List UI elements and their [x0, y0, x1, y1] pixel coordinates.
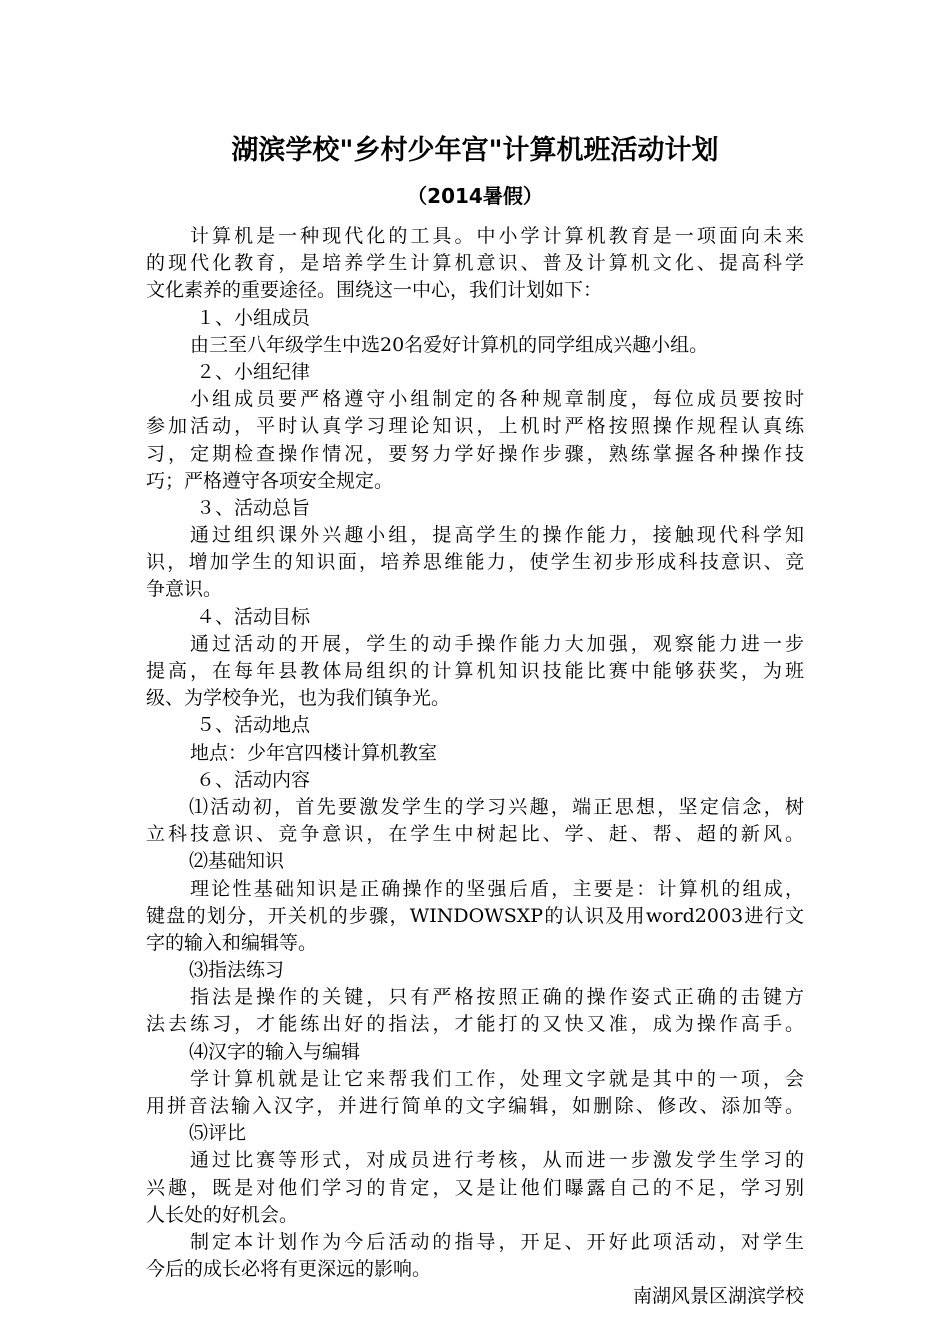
body-line: 巧；严格遵守各项安全规定。 [146, 469, 394, 492]
body-line: 小组成员要严格遵守小组制定的各种规章制度，每位成员要按时 [190, 388, 804, 411]
body-line: 人长处的好机会。 [146, 1203, 299, 1226]
section-heading: ４、活动目标 [196, 605, 311, 628]
body-line: 计算机是一种现代化的工具。中小学计算机教育是一项面向未来 [190, 225, 804, 247]
body-line: 争意识。 [146, 578, 223, 601]
body-line: 键盘的划分，开关机的步骤，WINDOWSXP的认识及用word2003进行文 [146, 904, 804, 927]
body-line: 指法是操作的关键，只有严格按照正确的操作姿式正确的击键方 [190, 986, 804, 1009]
body-line: 参加活动，平时认真学习理论知识，上机时严格按照操作规程认真练 [146, 415, 804, 438]
document-title: 湖滨学校"乡村少年宫"计算机班活动计划 [231, 135, 719, 166]
body-line: 制定本计划作为今后活动的指导，开足、开好此项活动，对学生 [190, 1230, 804, 1253]
body-line: 识，增加学生的知识面，培养思维能力，使学生初步形成科技意识、竞 [146, 551, 804, 574]
body-line: 字的输入和编辑等。 [146, 931, 318, 954]
section-heading: ３、活动总旨 [196, 496, 311, 519]
body-line: 立科技意识、竞争意识，在学生中树起比、学、赶、帮、超的新风。 [146, 823, 804, 846]
body-line: 今后的成长必将有更深远的影响。 [146, 1258, 432, 1281]
body-line: 学计算机就是让它来帮我们工作，处理文字就是其中的一项，会 [190, 1067, 804, 1090]
body-line: 级、为学校争光，也为我们镇争光。 [146, 687, 451, 710]
subsection-heading: ⑶指法练习 [189, 959, 285, 982]
subsection-heading: ⑵基础知识 [189, 850, 285, 873]
body-line: 习，定期检查操作情况，要努力学好操作步骤，熟练掌握各种操作技 [146, 442, 804, 465]
body-line: 提高，在每年县教体局组织的计算机知识技能比赛中能够获奖，为班 [146, 660, 804, 682]
body-line: ⑴活动初，首先要激发学生的学习兴趣，端正思想，坚定信念，树 [189, 795, 804, 818]
document-body [146, 223, 804, 1311]
subsection-heading: ⑷汉字的输入与编辑 [189, 1040, 361, 1063]
section-heading: ６、活动内容 [196, 768, 311, 791]
body-line: 通过活动的开展，学生的动手操作能力大加强，观察能力进一步 [190, 632, 804, 655]
body-line: 由三至八年级学生中选20名爱好计算机的同学组成兴趣小组。 [190, 333, 709, 356]
body-line: 通过组织课外兴趣小组，提高学生的操作能力，接触现代科学知 [190, 524, 804, 547]
body-line: 的现代化教育，是培养学生计算机意识、普及计算机文化、提高科学 [146, 252, 804, 275]
body-line: 通过比赛等形式，对成员进行考核，从而进一步激发学生学习的 [190, 1149, 804, 1172]
body-line: 法去练习，才能练出好的指法，才能打的又快又准，成为操作高手。 [146, 1013, 804, 1036]
body-line: 文化素养的重要途径。围绕这一中心，我们计划如下： [146, 279, 603, 302]
signature-school-name: 南湖风景区湖滨学校 [632, 1285, 804, 1308]
body-line: 理论性基础知识是正确操作的坚强后盾，主要是：计算机的组成， [190, 877, 804, 900]
section-heading: １、小组成员 [196, 306, 311, 329]
section-heading: ５、活动地点 [196, 714, 311, 737]
body-line: 兴趣，既是对他们学习的肯定，又是让他们曝露自己的不足，学习别 [146, 1176, 804, 1199]
document-subtitle: （2014暑假） [407, 184, 543, 208]
section-heading: ２、小组纪律 [196, 360, 311, 383]
body-line: 地点：少年宫四楼计算机教室 [190, 741, 438, 764]
body-line: 用拼音法输入汉字，并进行简单的文字编辑，如删除、修改、添加等。 [146, 1095, 804, 1117]
subsection-heading: ⑸评比 [189, 1122, 247, 1145]
